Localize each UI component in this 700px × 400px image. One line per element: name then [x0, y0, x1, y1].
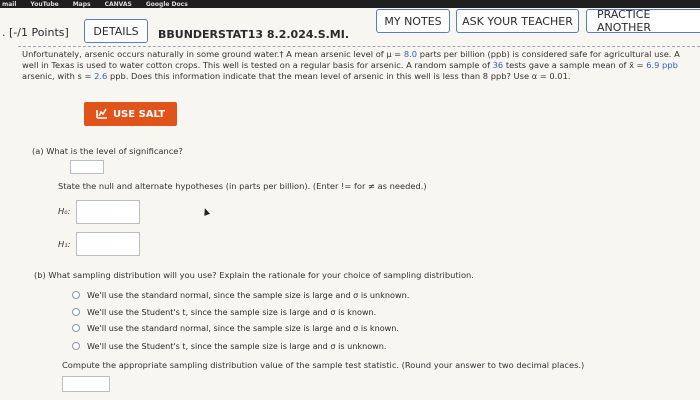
h1-input[interactable]	[76, 232, 140, 256]
part-a-question: (a) What is the level of significance?	[32, 146, 183, 156]
radio-button[interactable]	[72, 291, 80, 299]
bookmark-google-docs[interactable]: Google Docs	[145, 0, 188, 8]
problem-code: BBUNDERSTAT13 8.2.024.S.MI.	[158, 28, 350, 41]
s-value: 2.6	[94, 71, 108, 81]
question-header	[0, 8, 700, 46]
sampling-option-1[interactable]: We'll use the standard normal, since the sample size is large and σ is unknown.	[72, 290, 409, 300]
bookmark-maps[interactable]: Maps	[72, 0, 91, 8]
header-divider	[18, 46, 700, 47]
radio-button[interactable]	[72, 324, 80, 332]
h0-label: H₀:	[58, 206, 71, 216]
points-label: . [-/1 Points]	[2, 26, 69, 39]
salt-icon	[96, 107, 108, 122]
my-notes-button[interactable]: MY NOTES	[376, 9, 450, 33]
mouse-cursor	[202, 207, 210, 216]
radio-button[interactable]	[72, 308, 80, 316]
sampling-option-4[interactable]: We'll use the Student's t, since the sample size is large and σ is unknown.	[72, 341, 386, 351]
compute-prompt: Compute the appropriate sampling distribution value of the sample test statistic. (Round your answer to two decimal places.)	[62, 360, 585, 370]
problem-line-1: Unfortunately, arsenic occurs naturally in some ground water.† A mean arsenic level of μ = 8.0 parts per billion (ppb) is considered safe for agricultural use. A	[22, 49, 680, 59]
details-button[interactable]: DETAILS	[84, 19, 148, 43]
sampling-option-3[interactable]: We'll use the standard normal, since the sample size is large and σ is known.	[72, 323, 399, 333]
use-salt-button[interactable]	[84, 102, 177, 126]
problem-line-3: arsenic, with s = 2.6 ppb. Does this information indicate that the mean level of arsenic in this well is less than 8 ppb? Use α = 0.01.	[22, 71, 571, 81]
bookmark-youtube[interactable]: YouTube	[30, 0, 59, 8]
bookmark-mail[interactable]: mail	[2, 0, 17, 8]
hypotheses-prompt: State the null and alternate hypotheses (in parts per billion). (Enter != for ≠ as needed.)	[58, 181, 427, 191]
part-b-question: (b) What sampling distribution will you use? Explain the rationale for your choice of sampling distribution.	[34, 270, 474, 280]
practice-another-button[interactable]: PRACTICE ANOTHER	[586, 9, 700, 33]
radio-button[interactable]	[72, 342, 80, 350]
problem-statement	[22, 49, 700, 82]
xbar-value: 6.9	[646, 60, 660, 70]
use-salt-label: USE SALT	[112, 108, 166, 120]
test-statistic-input[interactable]	[62, 376, 110, 392]
mu-value: 8.0	[403, 49, 418, 59]
h1-label: H₁:	[58, 239, 71, 249]
ask-teacher-button[interactable]: ASK YOUR TEACHER	[456, 9, 579, 33]
n-value: 36	[492, 60, 504, 70]
problem-line-2: well in Texas is used to water cotton crops. This well is tested on a regular basis for arsenic. A random sample of 36 tests gave a sample mean of x̄ = 6.9 ppb	[22, 60, 678, 70]
sampling-option-2[interactable]: We'll use the Student's t, since the sample size is large and σ is known.	[72, 307, 376, 317]
bookmark-canvas[interactable]: CANVAS	[104, 0, 132, 8]
h0-input[interactable]	[76, 200, 140, 224]
bookmarks-bar	[0, 0, 700, 8]
significance-level-input[interactable]	[70, 160, 104, 174]
